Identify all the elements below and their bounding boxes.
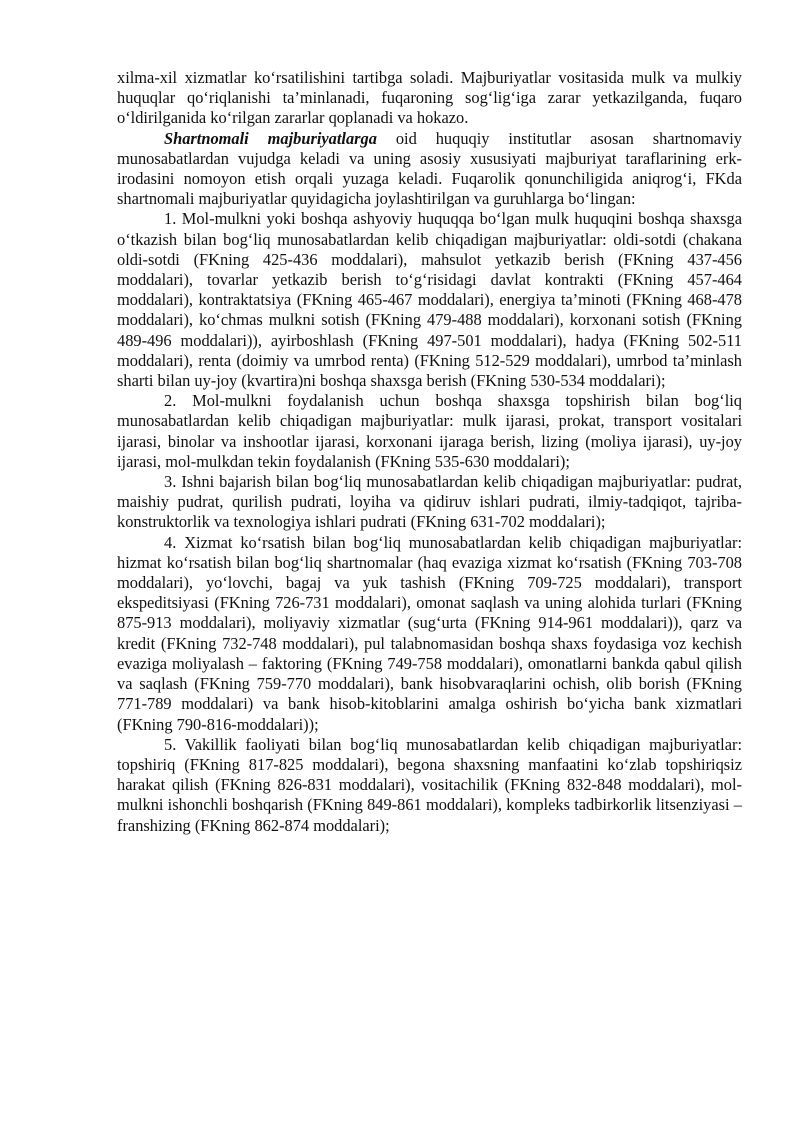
paragraph-continuation bbox=[117, 68, 742, 129]
paragraph-text: xilma-xil xizmatlar ko‘rsatilishini tartibga soladi. Majburiyatlar vositasida mulk va mulkiy huquqlar qo‘riqlanishi ta’minlanadi, fuqaroning sog‘lig‘iga zarar yetkazilganda, fuqaro o‘ldirilganida ko‘rilgan zararlar qoplanadi va hokazo. bbox=[117, 68, 742, 128]
paragraph-text: 4. Xizmat ko‘rsatish bilan bog‘liq munosabatlardan kelib chiqadigan majburiyatlar: hizmat ko‘rsatish bilan bog‘liq shartnomalar (haq evaziga xizmat ko‘rsatish (FKning 703-708 moddalari), yo‘lovchi, bagaj va yuk tashish (FKning 709-725 moddalari), transport ekspeditsiyasi (FKning 726-731 moddalari), omonat saqlash va uning alohida turlari (FKning 875-913 moddalari), moliyaviy xizmatlar (sug‘urta (FKning 914-961 moddalari)), qarz va kredit (FKning 732-748 moddalari), pul talabnomasidan boshqa shaxs foydasiga voz kechish evaziga moliyalash – faktoring (FKning 749-758 moddalari), omonatlarni bankda qabul qilish va saqlash (FKning 759-770 moddalari), bank hisobvaraqlarini ochish, olib borish (FKning 771-789 moddalari) va bank hisob-kitoblarini amalga oshirish bo‘yicha bank xizmatlari (FKning 790-816-moddalari)); bbox=[117, 532, 742, 734]
list-item-3 bbox=[117, 472, 742, 533]
list-item-2 bbox=[117, 391, 742, 472]
paragraph-text: 2. Mol-mulkni foydalanish uchun boshqa shaxsga topshirish bilan bog‘liq munosabatlardan kelib chiqadigan majburiyatlar: mulk ijarasi, prokat, transport vositalari ijarasi, binolar va inshootlar ijarasi, korxonani ijaraga berish, lizing (moliya ijarasi), uy-joy ijarasi, mol-mulkdan tekin foydalanish (FKning 535-630 moddalari); bbox=[117, 391, 742, 471]
paragraph-text: 5. Vakillik faoliyati bilan bog‘liq munosabatlardan kelib chiqadigan majburiyatlar: topshiriq (FKning 817-825 moddalari), begona shaxsning manfaatini ko‘zlab topshiriqsiz harakat qilish (FKning 826-831 moddalari), vositachilik (FKning 832-848 moddalari), mol-mulkni ishonchli boshqarish (FKning 849-861 moddalari), kompleks tadbirkorlik litsenziyasi – franshizing (FKning 862-874 moddalari); bbox=[117, 734, 742, 835]
document-page bbox=[117, 68, 742, 836]
paragraph-text: 1. Mol-mulkni yoki boshqa ashyoviy huquqqa bo‘lgan mulk huquqini boshqa shaxsga o‘tkazish bilan bog‘liq munosabatlardan kelib chiqadigan majburiyatlar: oldi-sotdi (chakana oldi-sotdi (FKning 425-436 moddalari), mahsulot yetkazib berish (FKning 437-456 moddalari), tovarlar yetkazib berish to‘g‘risidagi davlat kontrakti (FKning 457-464 moddalari), kontraktatsiya (FKning 465-467 moddalari), energiya ta’minoti (FKning 468-478 moddalari), ko‘chmas mulkni sotish (FKning 479-488 moddalari), korxonani sotish (FKning 489-496 moddalari)), ayirboshlash (FKning 497-501 moddalari), hadya (FKning 502-511 moddalari), renta (doimiy va umrbod renta) (FKning 512-529 moddalari), umrbod ta’minlash sharti bilan uy-joy (kvartira)ni boshqa shaxsga berish (FKning 530-534 moddalari); bbox=[117, 209, 742, 391]
paragraph-contractual-obligations bbox=[117, 129, 742, 210]
list-item-5 bbox=[117, 735, 742, 836]
emphasized-term: Shartnomali majburiyatlarga bbox=[164, 128, 377, 148]
paragraph-text: 3. Ishni bajarish bilan bog‘liq munosabatlardan kelib chiqadigan majburiyatlar: pudrat, maishiy pudrat, qurilish pudrati, loyiha va qidiruv ishlari pudrati, ilmiy-tadqiqot, tajriba-konstruktorlik va texnologiya ishlari pudrati (FKning 631-702 moddalari); bbox=[117, 472, 742, 532]
list-item-4 bbox=[117, 533, 742, 735]
paragraph-text: oid huquqiy institutlar asosan shartnomaviy munosabatlardan vujudga keladi va uning asosiy xususiyati majburiyat taraflarining erk-irodasini nomoyon etish orqali yuzaga keladi. Fuqarolik qonunchiligida aniqrog‘i, FKda shartnomali majburiyatlar quyidagicha joylashtirilgan va guruhlarga bo‘lingan: bbox=[117, 128, 742, 209]
list-item-1 bbox=[117, 209, 742, 391]
